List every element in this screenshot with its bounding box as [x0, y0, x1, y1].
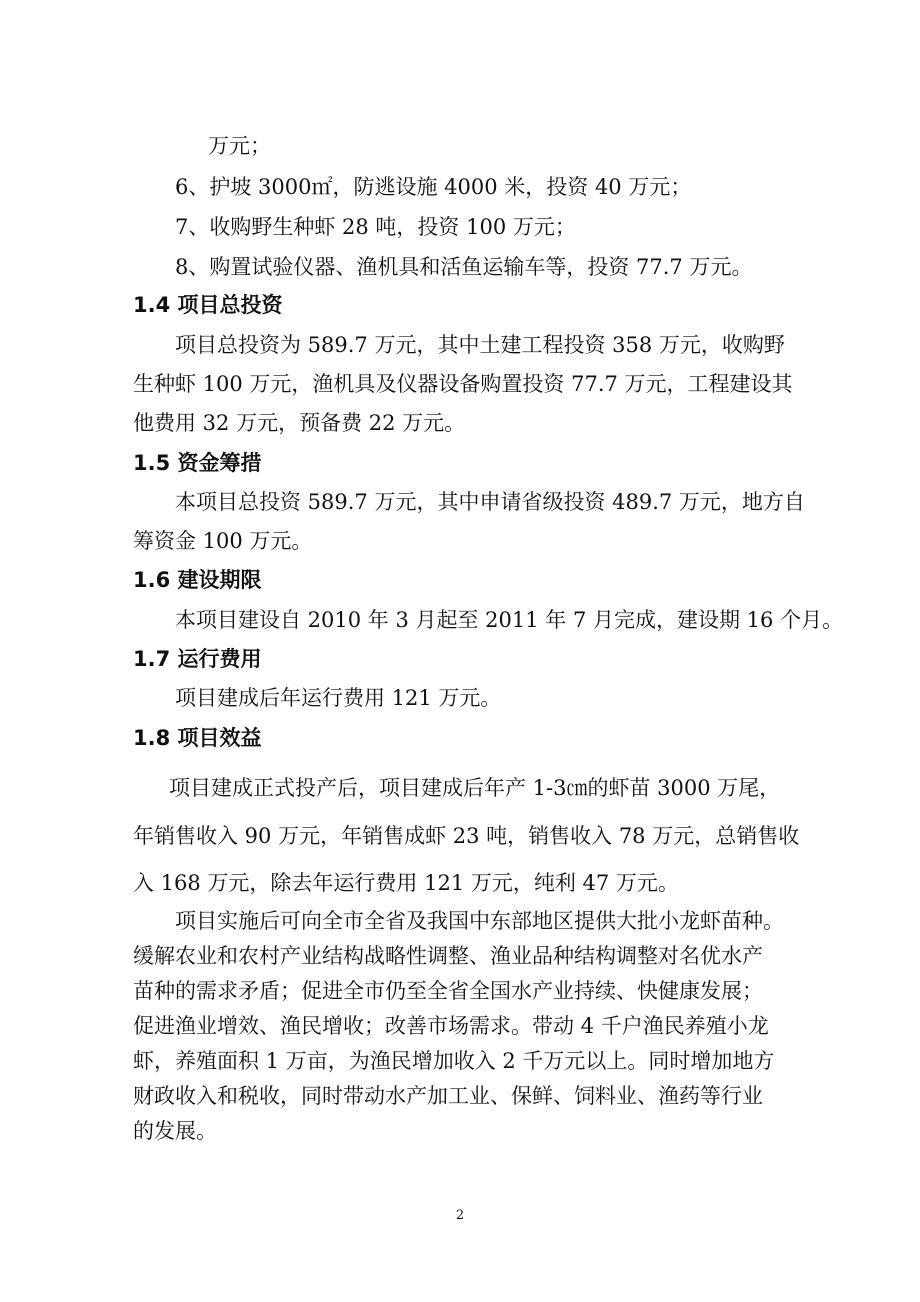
- paragraph-line: 筹资金 100 万元。: [133, 529, 313, 553]
- paragraph-line: 的发展。: [133, 1119, 217, 1143]
- paragraph-line: 入 168 万元，除去年运行费用 121 万元，纯利 47 万元。: [133, 871, 679, 895]
- paragraph-line: 项目实施后可向全市全省及我国中东部地区提供大批小龙虾苗种。: [175, 909, 784, 933]
- paragraph-line: 本项目总投资 589.7 万元，其中申请省级投资 489.7 万元，地方自: [175, 490, 805, 514]
- item-8: 8、购置试验仪器、渔机具和活鱼运输车等，投资 77.7 万元。: [175, 255, 753, 279]
- item-7: 7、收购野生种虾 28 吨，投资 100 万元；: [175, 215, 576, 239]
- item-5-continuation: 万元；: [208, 134, 271, 158]
- paragraph-line: 项目总投资为 589.7 万元，其中土建工程投资 358 万元，收购野: [175, 333, 785, 357]
- page-number: 2: [455, 1208, 465, 1223]
- paragraph-line: 促进渔业增效、渔民增收；改善市场需求。带动 4 千户渔民养殖小龙: [133, 1014, 769, 1038]
- item-6: 6、护坡 3000㎡，防逃设施 4000 米，投资 40 万元；: [175, 175, 692, 199]
- paragraph-line: 缓解农业和农村产业结构战略性调整、渔业品种结构调整对名优水产: [133, 944, 763, 968]
- section-heading-1-8: 1.8 项目效益: [133, 726, 262, 750]
- paragraph-line: 财政收入和税收，同时带动水产加工业、保鲜、饲料业、渔药等行业: [133, 1084, 763, 1108]
- paragraph-line: 本项目建设自 2010 年 3 月起至 2011 年 7 月完成，建设期 16 个月。: [175, 608, 844, 632]
- section-heading-1-5: 1.5 资金筹措: [133, 451, 262, 475]
- section-heading-1-7: 1.7 运行费用: [133, 647, 262, 671]
- paragraph-line: 项目建成后年运行费用 121 万元。: [175, 686, 502, 710]
- section-heading-1-6: 1.6 建设期限: [133, 568, 262, 592]
- paragraph-line: 生种虾 100 万元，渔机具及仪器设备购置投资 77.7 万元，工程建设其: [133, 372, 793, 396]
- paragraph-line: 项目建成正式投产后，项目建成后年产 1-3㎝的虾苗 3000 万尾，: [169, 776, 781, 800]
- paragraph-line: 虾，养殖面积 1 万亩，为渔民增加收入 2 千万元以上。同时增加地方: [133, 1049, 775, 1073]
- paragraph-line: 他费用 32 万元，预备费 22 万元。: [133, 411, 466, 435]
- section-heading-1-4: 1.4 项目总投资: [133, 293, 283, 317]
- paragraph-line: 年销售收入 90 万元，年销售成虾 23 吨，销售收入 78 万元，总销售收: [133, 824, 800, 848]
- paragraph-line: 苗种的需求矛盾；促进全市仍至全省全国水产业持续、快健康发展；: [133, 979, 763, 1003]
